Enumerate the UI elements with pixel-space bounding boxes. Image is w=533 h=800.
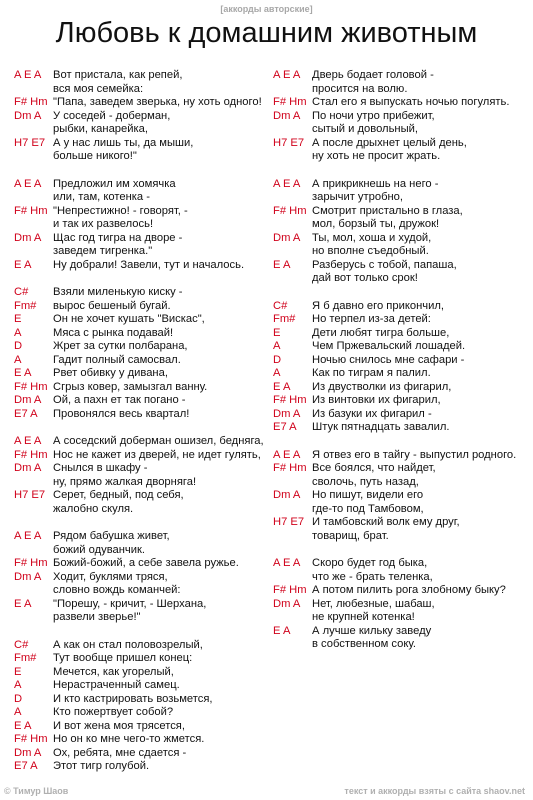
chord-label: D [273, 353, 282, 366]
lyric-line [273, 367, 529, 381]
chord-label [14, 503, 53, 517]
lyric-line [14, 123, 270, 137]
chord-label: F# Hm [14, 96, 48, 108]
chord-label: Dm A [14, 746, 42, 759]
chord-label [273, 530, 312, 544]
lyric-line [14, 760, 270, 774]
chord-label: F# Hm [14, 448, 48, 461]
lyric-line [14, 83, 270, 97]
chord-label: F# Hm [14, 733, 48, 745]
lyric-line [273, 394, 529, 408]
lyric-line [273, 611, 529, 625]
lyric-text: товарищ, брат. [312, 529, 389, 542]
lyric-text: словно вождь команчей: [53, 584, 181, 596]
lyric-line [14, 598, 270, 612]
lyric-line [273, 313, 529, 327]
lyric-text: Разберусь с тобой, папаша, [312, 258, 457, 271]
chord-label: E [273, 326, 281, 339]
lyric-line [273, 232, 529, 246]
lyric-line [14, 571, 270, 585]
chord-label: Dm A [14, 394, 42, 406]
lyric-text: Сгрыз ковер, замызгал ванну. [53, 380, 208, 393]
lyric-line [14, 462, 270, 476]
chord-label: E A [14, 597, 32, 610]
lyric-text: вырос бешеный бугай. [53, 299, 171, 312]
lyric-text: больше никого!" [53, 150, 137, 162]
chord-label: H7 E7 [14, 489, 46, 501]
lyric-text: Рвет обивку у дивана, [53, 367, 168, 379]
lyric-text: Этот тигр голубой. [53, 760, 150, 772]
chord-label: E7 A [273, 421, 297, 433]
lyric-text: И тамбовский волк ему друг, [312, 516, 460, 528]
lyrics-column-right [273, 69, 529, 666]
chord-label [14, 611, 53, 625]
lyric-line [14, 666, 270, 680]
lyric-line [14, 733, 270, 747]
chord-label: Dm A [273, 489, 301, 501]
lyric-text: Вот пристала, как репей, [53, 69, 183, 81]
lyric-text: У соседей - доберман, [53, 109, 171, 122]
chord-label: Dm A [273, 231, 301, 244]
lyric-text: Жрет за сутки полбарана, [53, 340, 188, 352]
chord-label [273, 83, 312, 97]
lyric-line [14, 544, 270, 558]
lyric-text: заведем тигренка." [53, 245, 153, 257]
chord-label [273, 503, 312, 517]
lyric-line [273, 638, 529, 652]
lyric-text: и так их развелось! [53, 218, 154, 230]
chord-label [273, 191, 312, 205]
lyric-text: Из винтовки их фигарил, [312, 394, 441, 406]
lyric-line [273, 327, 529, 341]
chord-label: F# Hm [273, 394, 307, 406]
lyrics-column-left [14, 69, 270, 788]
lyric-text: Но терпел из-за детей: [312, 313, 431, 325]
lyric-text: Ты, мол, хоша и худой, [312, 231, 432, 244]
chord-label [273, 150, 312, 164]
lyric-text: но вполне съедобный. [312, 245, 429, 257]
lyric-text: в собственном соку. [312, 638, 416, 650]
lyric-text: И кто кастрировать возьмется, [53, 692, 213, 705]
lyric-line [14, 327, 270, 341]
lyric-text: Снылся в шкафу - [53, 462, 148, 474]
chord-label: A E A [273, 557, 301, 569]
lyric-line [14, 367, 270, 381]
lyric-text: "Порешу, - кричит, - Шерхана, [53, 597, 207, 610]
lyric-text: просится на волю. [312, 82, 408, 95]
lyric-text: божий одуванчик. [53, 543, 145, 556]
lyric-line [273, 381, 529, 395]
lyric-line [14, 218, 270, 232]
chord-label: Dm A [273, 109, 301, 122]
lyric-text: Нерастраченный самец. [53, 679, 180, 691]
lyric-line [14, 449, 270, 463]
chord-label [273, 218, 312, 232]
lyric-text: "Непрестижно! - говорят, - [53, 204, 188, 217]
lyric-line [273, 489, 529, 503]
verse-block [273, 557, 529, 652]
lyric-line [273, 259, 529, 273]
lyric-text: Как по тиграм я палил. [312, 367, 431, 379]
lyric-text: Чем Пржевальский лошадей. [312, 340, 466, 352]
chord-label: A [273, 367, 281, 379]
lyric-line [273, 150, 529, 164]
chord-label: A E A [273, 448, 301, 461]
chord-label: F# Hm [273, 204, 307, 217]
lyric-line [273, 69, 529, 83]
lyric-line [273, 462, 529, 476]
lyric-text: Ох, ребята, мне сдается - [53, 746, 187, 759]
lyric-line [14, 110, 270, 124]
verse-block [14, 69, 270, 164]
lyric-text: Дверь бодает головой - [312, 69, 434, 81]
lyric-text: Дети любят тигра больше, [312, 326, 450, 339]
lyric-line [273, 408, 529, 422]
lyric-text: Провонялся весь квартал! [53, 407, 190, 420]
chord-label: C# [14, 638, 29, 651]
lyric-line [14, 557, 270, 571]
chord-label [14, 245, 53, 259]
lyric-text: где-то под Тамбовом, [312, 502, 424, 515]
lyric-text: или, там, котенка - [53, 191, 150, 203]
lyric-line [14, 747, 270, 761]
lyric-text: А как он стал половозрелый, [53, 638, 203, 651]
chord-label [14, 123, 53, 137]
chord-label: E A [14, 719, 32, 732]
chord-label [273, 571, 312, 585]
chord-label: F# Hm [273, 462, 307, 474]
verse-block [14, 178, 270, 273]
chord-label: F# Hm [14, 380, 48, 393]
lyric-line [14, 313, 270, 327]
lyric-text: Божий-божий, а себе завела ружье. [53, 557, 239, 569]
chord-label: A E A [14, 435, 42, 447]
chord-label [14, 150, 53, 164]
chord-label [14, 218, 53, 232]
lyric-text: А после дрыхнет целый день, [312, 136, 467, 149]
lyric-text: дай вот только срок! [312, 272, 418, 284]
lyric-text: Я отвез его в тайгу - выпустил родного. [312, 448, 517, 461]
chord-label: E A [273, 380, 291, 393]
lyric-text: сволочь, путь назад, [312, 475, 419, 488]
chord-label: F# Hm [273, 584, 307, 596]
lyric-text: Ночью снилось мне сафари - [312, 353, 465, 366]
chord-label: Dm A [14, 231, 42, 244]
lyric-text: что же - брать теленка, [312, 570, 433, 583]
lyric-text: рыбки, канарейка, [53, 123, 148, 135]
chord-label: E A [14, 258, 32, 271]
chord-label: Fm# [273, 313, 296, 325]
chord-label [273, 476, 312, 490]
lyric-text: Смотрит пристально в глаза, [312, 204, 463, 217]
chord-label: F# Hm [14, 204, 48, 217]
lyric-line [273, 530, 529, 544]
lyric-text: Гадит полный самосвал. [53, 353, 181, 366]
lyric-line [14, 489, 270, 503]
verse-block [14, 530, 270, 625]
lyric-line [14, 706, 270, 720]
chord-label: C# [273, 299, 288, 312]
chord-label [14, 476, 53, 490]
chord-label: D [14, 692, 23, 705]
lyric-line [14, 652, 270, 666]
lyric-line [14, 96, 270, 110]
lyric-line [273, 557, 529, 571]
lyric-line [273, 96, 529, 110]
chord-label: D [14, 340, 23, 352]
lyric-text: развели зверье!" [53, 611, 141, 623]
chord-label: Dm A [14, 570, 42, 583]
lyric-text: Мечется, как угорелый, [53, 665, 174, 678]
chord-label: E A [273, 624, 291, 637]
chord-label [273, 638, 312, 652]
chord-label: A E A [14, 530, 42, 542]
lyric-text: Взяли миленькую киску - [53, 286, 183, 298]
lyric-text: Ходит, буклями тряся, [53, 570, 168, 583]
lyric-text: А соседский доберман ошизел, бедняга, [53, 435, 264, 447]
lyric-text: жалобно скуля. [53, 502, 134, 515]
chord-label: F# Hm [14, 557, 48, 569]
lyric-line [273, 191, 529, 205]
source-footer: текст и аккорды взяты с сайта shaov.net [344, 786, 525, 796]
lyric-text: Скоро будет год быка, [312, 557, 428, 569]
lyric-text: Ну добрали! Завели, тут и началось. [53, 258, 245, 271]
chord-label [273, 272, 312, 286]
lyric-text: ну, прямо жалкая дворняга! [53, 475, 197, 488]
lyric-text: Серет, бедный, под себя, [53, 489, 184, 501]
copyright-footer: © Тимур Шаов [4, 786, 69, 796]
lyric-line [14, 340, 270, 354]
chord-label: Dm A [273, 597, 301, 610]
lyric-line [273, 449, 529, 463]
chord-label: A E A [273, 69, 301, 81]
lyric-line [273, 178, 529, 192]
verse-block [14, 639, 270, 774]
chord-label: A [14, 679, 22, 691]
lyric-line [273, 340, 529, 354]
lyric-text: Все боялся, что найдет, [312, 462, 436, 474]
chord-label: A [14, 353, 22, 366]
lyric-line [273, 300, 529, 314]
chord-label: A E A [14, 69, 42, 81]
lyric-text: А у нас лишь ты, да мыши, [53, 136, 194, 149]
chord-label [14, 544, 53, 558]
chord-label: E A [273, 258, 291, 271]
chord-label: Fm# [14, 652, 37, 664]
lyric-line [14, 503, 270, 517]
lyric-line [273, 354, 529, 368]
lyric-line [14, 611, 270, 625]
chord-label: E [14, 313, 22, 325]
chord-label: Dm A [273, 407, 301, 420]
chord-label: H7 E7 [273, 136, 305, 149]
lyric-text: Но он ко мне чего-то жмется. [53, 733, 205, 745]
chord-label: E7 A [14, 760, 38, 772]
lyric-line [14, 137, 270, 151]
chord-label [14, 83, 53, 97]
lyric-line [273, 123, 529, 137]
lyric-line [14, 259, 270, 273]
lyric-line [273, 272, 529, 286]
chord-label: A E A [14, 177, 42, 190]
lyric-line [14, 435, 270, 449]
verse-block [273, 178, 529, 286]
lyric-text: вся моя семейка: [53, 82, 144, 95]
lyric-line [273, 503, 529, 517]
lyric-line [273, 205, 529, 219]
verse-block [273, 69, 529, 164]
chord-label: H7 E7 [273, 516, 305, 528]
chord-label [14, 584, 53, 598]
lyric-text: сытый и довольный, [312, 123, 418, 135]
lyric-line [14, 679, 270, 693]
lyric-text: не крупней котенка! [312, 611, 415, 623]
lyric-line [14, 639, 270, 653]
lyric-text: Предложил им хомячка [53, 177, 176, 190]
verse-block [273, 449, 529, 544]
lyric-text: Мяса с рынка подавай! [53, 326, 174, 339]
lyric-text: "Папа, заведем зверька, ну хоть одного! [53, 96, 262, 108]
lyric-line [14, 69, 270, 83]
lyric-line [273, 516, 529, 530]
lyric-text: Щас год тигра на дворе - [53, 231, 183, 244]
lyric-text: А потом пилить рога злобному быку? [312, 584, 506, 596]
verse-block [14, 286, 270, 421]
subtitle: [аккорды авторские] [220, 4, 313, 14]
chord-label: E [14, 665, 22, 678]
lyric-line [273, 598, 529, 612]
lyric-line [14, 530, 270, 544]
chord-label: C# [14, 286, 29, 298]
lyric-line [14, 381, 270, 395]
lyric-line [14, 394, 270, 408]
chord-label: E A [14, 367, 32, 379]
lyric-line [14, 300, 270, 314]
lyric-line [273, 584, 529, 598]
chord-label [273, 611, 312, 625]
lyric-text: Но пишут, видели его [312, 489, 424, 501]
lyric-line [14, 178, 270, 192]
chord-label: H7 E7 [14, 136, 46, 149]
lyric-line [14, 150, 270, 164]
lyric-text: Стал его я выпускать ночью погулять. [312, 96, 510, 108]
verse-block [14, 435, 270, 516]
verse-block [273, 300, 529, 435]
lyric-line [14, 408, 270, 422]
lyric-text: Я б давно его прикончил, [312, 299, 444, 312]
lyric-text: И вот жена моя трясется, [53, 719, 185, 732]
lyric-line [14, 245, 270, 259]
chord-label: E7 A [14, 407, 38, 420]
lyric-text: А лучше килькy заведу [312, 624, 432, 637]
lyric-line [14, 205, 270, 219]
lyric-line [14, 354, 270, 368]
lyric-text: А прикрикнешь на него - [312, 177, 439, 190]
lyric-line [273, 571, 529, 585]
lyric-line [14, 191, 270, 205]
lyric-text: Он не хочет кушать "Вискас", [53, 313, 205, 325]
lyric-line [14, 693, 270, 707]
chord-label: Fm# [14, 299, 37, 312]
lyric-text: По ночи утро прибежит, [312, 109, 435, 122]
lyric-line [273, 625, 529, 639]
lyric-text: Нет, любезные, шабаш, [312, 597, 435, 610]
chord-label [273, 245, 312, 259]
lyric-text: зарычит утробно, [312, 191, 404, 203]
chord-label: A [14, 326, 22, 339]
lyric-line [14, 476, 270, 490]
chord-label [14, 191, 53, 205]
lyric-text: ну хоть не просит жрать. [312, 150, 441, 162]
chord-label [273, 123, 312, 137]
chord-label: A [273, 340, 281, 352]
lyric-line [14, 584, 270, 598]
lyric-line [14, 720, 270, 734]
lyric-text: Штук пятнадцать завалил. [312, 421, 450, 433]
lyric-line [273, 218, 529, 232]
lyric-text: мол, борзый ты, дружок! [312, 218, 440, 230]
lyric-text: Из базуки их фигарил - [312, 407, 432, 420]
lyric-line [273, 137, 529, 151]
lyric-text: Кто пожертвует собой? [53, 706, 174, 718]
lyric-line [273, 110, 529, 124]
lyric-text: Нос не кажет из дверей, не идет гулять, [53, 448, 261, 461]
lyric-line [14, 232, 270, 246]
lyric-line [273, 245, 529, 259]
chord-label: Dm A [14, 109, 42, 122]
lyric-line [14, 286, 270, 300]
chord-label: A [14, 706, 22, 718]
page-title: Любовь к домашним животным [55, 17, 478, 49]
chord-label: F# Hm [273, 96, 307, 108]
lyric-text: Рядом бабушка живет, [53, 530, 170, 542]
chord-label: A E A [273, 177, 301, 190]
lyric-text: Ой, а пахн ет так погано - [53, 394, 186, 406]
lyric-line [273, 421, 529, 435]
chord-label: Dm A [14, 462, 42, 474]
lyric-text: Тут вообще пришел конец: [53, 652, 193, 664]
lyric-line [273, 83, 529, 97]
lyric-line [273, 476, 529, 490]
lyric-text: Из двустволки из фигарил, [312, 380, 452, 393]
